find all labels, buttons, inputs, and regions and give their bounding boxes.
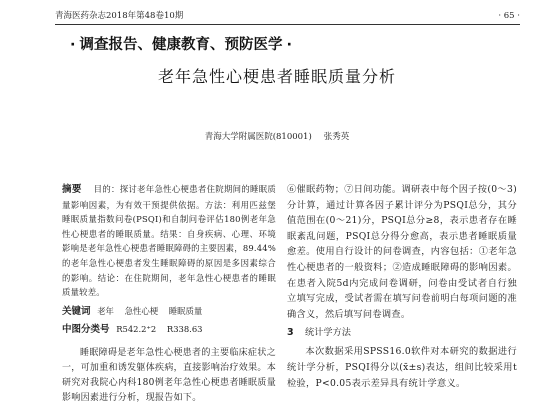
page-number: · 65 · — [498, 11, 520, 21]
right-column — [287, 182, 517, 391]
classification-label: 中图分类号 — [62, 323, 110, 335]
abstract — [62, 182, 276, 300]
running-header — [55, 9, 520, 23]
article-title: 老年急性心梗患者睡眠质量分析 — [157, 67, 396, 86]
affiliation-line — [0, 130, 554, 144]
classification-code: R542.2⁺2 — [116, 323, 157, 334]
affiliation: 青海大学附属医院(810001) — [204, 132, 312, 142]
keyword: 睡眠质量 — [168, 305, 203, 316]
keywords-label: 关键词 — [62, 305, 91, 317]
intro-paragraph: 睡眠障碍是老年急性心梗患者的主要临床症状之一，可加重和诱发躯体疾病，直接影响治疗效果。本研究对我院心内科180例老年急性心梗患者睡眠质量影响因素进行分析，现报告如下。 — [62, 347, 276, 403]
section-label: 调查报告、健康教育、预防医学 — [79, 37, 283, 53]
section-bullet-left: · — [70, 37, 76, 53]
method-paragraph: ⑥催眠药物；⑦日间功能。调研表中每个因子按(0～3)分计算，通过计算各因子累计评分为PSQI总分，其分值范围在(0～21)分，PSQI总分≥8，表示患者存在睡眠紊乱问题，PSQI总分得分愈高，表示患者睡眠质量愈差。使用自行设计的问卷调查，内容包括：①老年急性心梗患者的一般资料；②造成睡眠障碍的影响因素。在患者入院5d内完成问卷调研，问卷由受试者自行独立填写完成，受试者需在填写问卷前明白每项问题的准确含义，然后填写问卷调查。 — [287, 184, 517, 320]
stats-heading-number: 3 — [287, 327, 294, 339]
keyword: 急性心梗 — [124, 305, 159, 316]
stats-heading-text: 统计学方法 — [305, 327, 351, 339]
journal-info: 青海医药杂志2018年第48卷10期 — [55, 11, 184, 21]
keywords-row — [62, 304, 276, 318]
classification-code: R338.63 — [166, 323, 203, 334]
abstract-label: 摘要 — [62, 184, 82, 195]
left-column — [62, 182, 276, 406]
classification-row — [62, 322, 276, 336]
keyword: 老年 — [97, 305, 114, 316]
header-rule — [55, 24, 520, 25]
section-bullet-right: · — [286, 37, 293, 53]
section-heading — [70, 34, 292, 56]
stats-heading — [287, 325, 517, 341]
stats-paragraph: 本次数据采用SPSS16.0软件对本研究的数据进行统计学分析，PSQI得分以(x̄±s)表达，组间比较采用t检验，P<0.05表示差异具有统计学意义。 — [287, 346, 517, 389]
abstract-text: 目的：探讨老年急性心梗患者住院期间的睡眠质量影响因素，为有效干预提供依据。方法：利用匹兹堡睡眠质量指数问卷(PSQI)和自制问卷评估180例老年急性心梗患者的睡眠质量。结果：自身疾病、心理、环境影响是老年急性心梗患者睡眠障碍的主要因素，89.44%的老年急性心梗患者发生睡眠障碍的原因是多因素综合的影响。结论：在住院期间，老年急性心梗患者的睡眠质量较差。 — [62, 184, 277, 298]
author-name: 张秀英 — [323, 132, 350, 142]
